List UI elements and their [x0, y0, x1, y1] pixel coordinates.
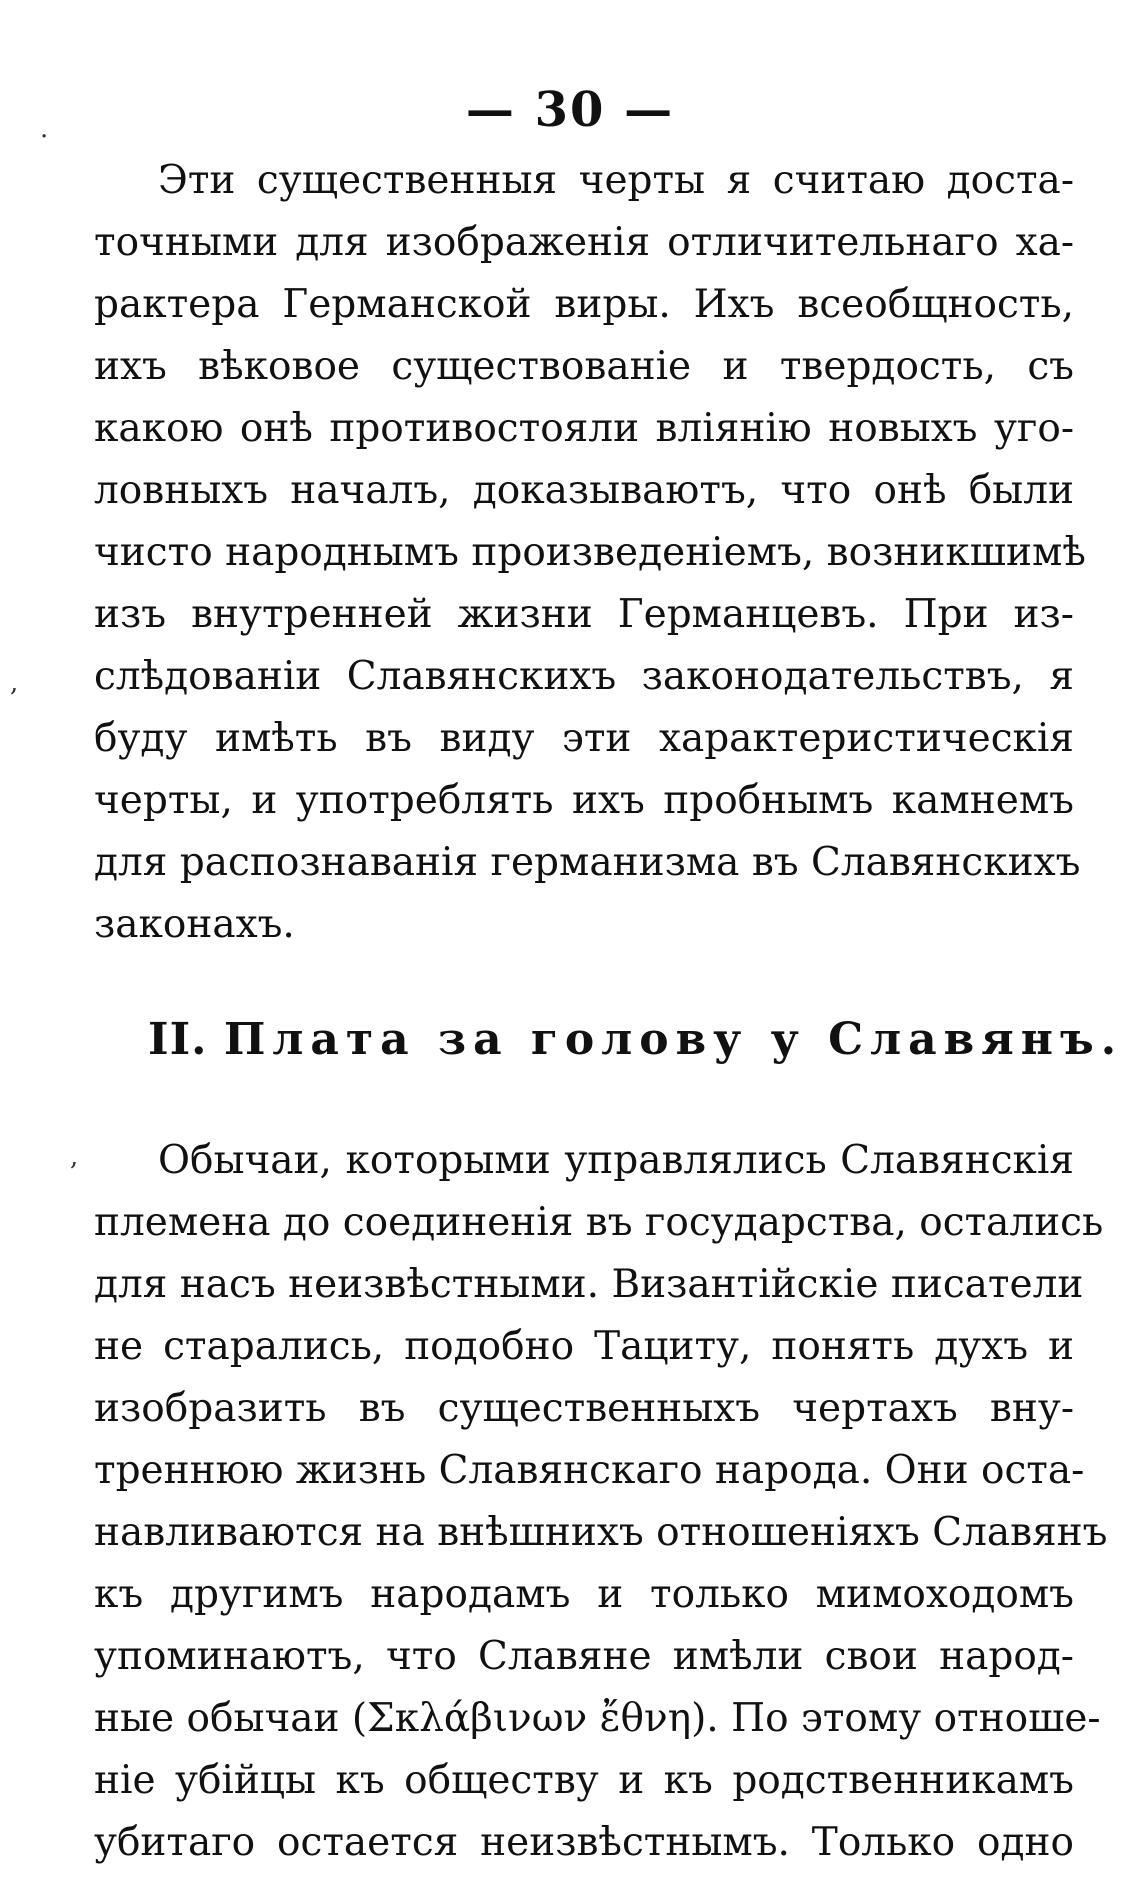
text-line: законахъ.	[94, 902, 295, 947]
text-line: для насъ неизвѣстными. Византійскіе писатели	[94, 1262, 1084, 1307]
paragraph-1	[94, 150, 1086, 956]
text-line: рактера Германской виры. Ихъ всеобщность,	[94, 282, 1074, 327]
text-line: черты, и употреблять ихъ пробнымъ камнемъ	[94, 778, 1074, 823]
margin-mark: ,	[70, 1142, 79, 1172]
text-line: навливаются на внѣшнихъ отношеніяхъ Славянъ	[94, 1510, 1108, 1555]
text-line: Обычаи, которыми управлялись Славянскія	[158, 1138, 1074, 1183]
page-number: — 30 —	[465, 82, 675, 138]
text-line: къ другимъ народамъ и только мимоходомъ	[94, 1572, 1074, 1617]
text-line: Эти существенныя черты я считаю доста-	[158, 158, 1074, 203]
text-line: треннюю жизнь Славянскаго народа. Они оста-	[94, 1448, 1085, 1493]
text-line: для распознаванія германизма въ Славянскихъ	[94, 840, 1081, 885]
text-line: убитаго остается неизвѣстнымъ. Только одно	[94, 1820, 1074, 1865]
text-line: буду имѣть въ виду эти характеристическія	[94, 716, 1074, 761]
text-line: изъ внутренней жизни Германцевъ. При из-	[94, 592, 1074, 637]
text-line: ные обычаи (Σκλάβινων ἔθνη). По этому отноше-	[94, 1696, 1101, 1741]
margin-mark: ,	[10, 668, 19, 698]
section-number: II.	[148, 1014, 208, 1065]
text-line: племена до соединенія въ государства, остались	[94, 1200, 1104, 1245]
text-line: точными для изображенія отличительнаго ха-	[94, 220, 1074, 265]
margin-mark: ·	[40, 122, 49, 152]
text-line: слѣдованіи Славянскихъ законодательствъ, я	[94, 654, 1074, 699]
paragraph-2	[94, 1130, 1108, 1874]
text-line: ловныхъ началъ, доказываютъ, что онѣ были	[94, 468, 1074, 513]
section-title: Плата за голову у Славянъ.	[223, 1014, 1124, 1065]
text-line: ихъ вѣковое существованіе и твердость, съ	[94, 344, 1074, 389]
section-heading	[148, 1010, 1124, 1070]
text-line: чисто народнымъ произведеніемъ, возникшимѣ	[94, 530, 1086, 575]
text-line: изобразить въ существенныхъ чертахъ вну-	[94, 1386, 1074, 1431]
text-line: не старались, подобно Тациту, понять духъ и	[94, 1324, 1074, 1369]
text-line: ніе убійцы къ обществу и къ родственникамъ	[94, 1758, 1074, 1803]
text-line: какою онѣ противостояли вліянію новыхъ уго-	[94, 406, 1074, 451]
text-line: упоминаютъ, что Славяне имѣли свои народ-	[94, 1634, 1074, 1679]
